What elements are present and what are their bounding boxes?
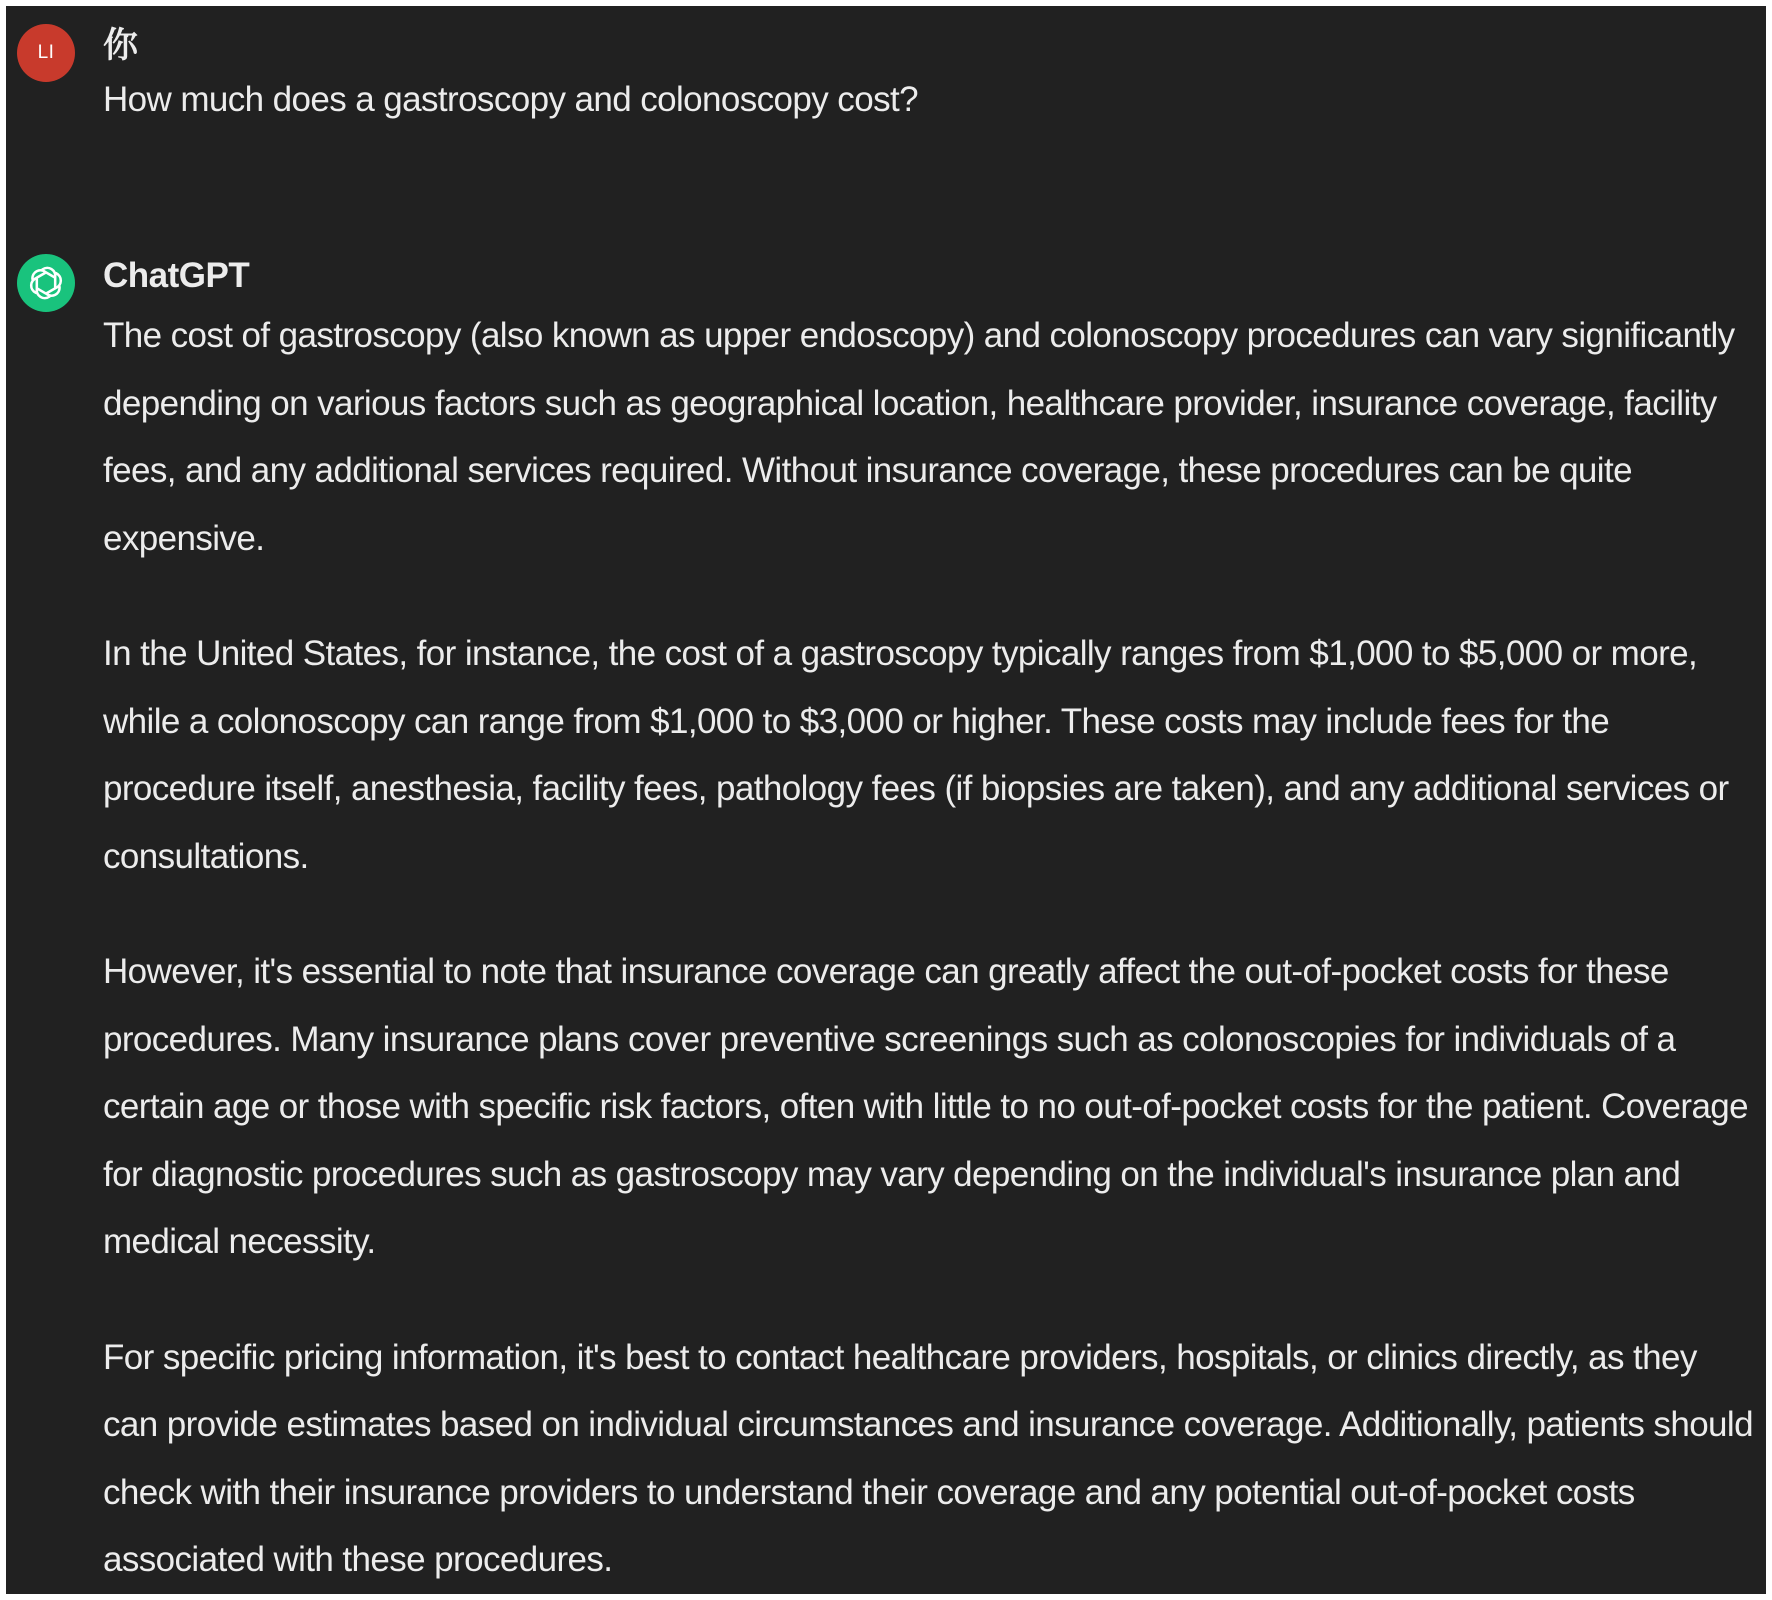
chat-window bbox=[6, 6, 1766, 1594]
assistant-author-name: ChatGPT bbox=[103, 256, 250, 295]
user-avatar-initials: LI bbox=[37, 42, 55, 63]
assistant-paragraph-2: In the United States, for instance, the cost of a gastroscopy typically ranges from $1,000 to $5,000 or more, while a colonoscopy can range from $1,000 to $3,000 or higher. These costs may include fees for the procedure itself, anesthesia, facility fees, pathology fees (if biopsies are taken), and any additional services or consultations. bbox=[103, 634, 1729, 876]
user-message-content bbox=[103, 24, 1753, 123]
assistant-message-body bbox=[103, 302, 1753, 1594]
assistant-avatar bbox=[17, 254, 75, 312]
openai-logo-icon bbox=[27, 264, 65, 302]
assistant-paragraph-1: The cost of gastroscopy (also known as upper endoscopy) and colonoscopy procedures can vary significantly depending on various factors such as geographical location, healthcare provider, insurance coverage, facility fees, and any additional services required. Without insurance coverage, these procedures can be quite expensive. bbox=[103, 316, 1735, 558]
user-avatar bbox=[17, 24, 75, 82]
user-message-text: How much does a gastroscopy and colonoscopy cost? bbox=[103, 80, 918, 119]
assistant-paragraph-3: However, it's essential to note that insurance coverage can greatly affect the out-of-pocket costs for these procedures. Many insurance plans cover preventive screenings such as colonoscopies for individuals of a certain age or those with specific risk factors, often with little to no out-of-pocket costs for the patient. Coverage for diagnostic procedures such as gastroscopy may vary depending on the individual's insurance plan and medical necessity. bbox=[103, 952, 1749, 1261]
assistant-message-content bbox=[103, 254, 1753, 1594]
assistant-paragraph-4: For specific pricing information, it's best to contact healthcare providers, hospitals, or clinics directly, as they can provide estimates based on individual circumstances and insurance coverage. Additionally, patients should check with their insurance providers to understand their coverage and any potential out-of-pocket costs associated with these procedures. bbox=[103, 1337, 1753, 1579]
user-author-name: 你 bbox=[103, 26, 138, 65]
